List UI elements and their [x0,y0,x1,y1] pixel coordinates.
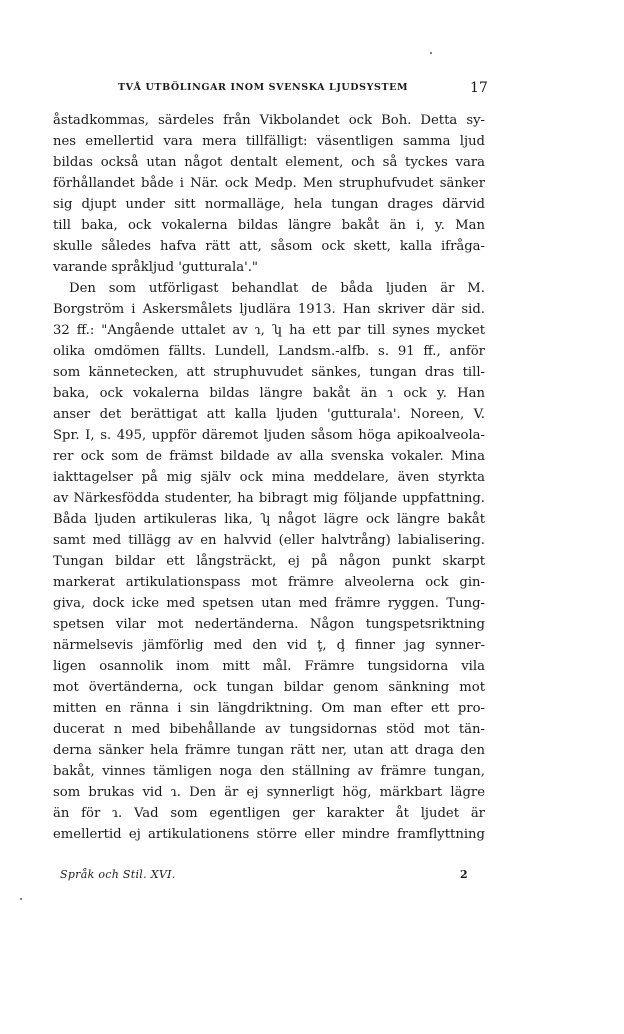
text-line: åstadkommas, särdeles från Vikbolandet ock Boh. Detta sy- [53,113,485,128]
text-line: baka, ock vokalerna bildas längre bakåt än ɿ ock y. Han [53,386,485,401]
text-line: rer ock som de främst bildade av alla svenska vokaler. Mina [53,449,485,464]
text-line: bakåt, vinnes tämligen noga den ställning av främre tungan, [53,764,485,779]
journal-signature: Språk och Stil. XVI. [60,868,176,881]
text-line: 32 ff.: "Angående uttalet av ɿ, ʮ ha ett par till synes mycket [53,323,485,338]
text-line: emellertid ej artikulationens större eller mindre framflyttning [53,827,485,842]
text-line: markerat artikulationspass mot främre alveolerna ock gin- [53,575,485,590]
text-line: nes emellertid vara mera tillfälligt: väsentligen samma ljud [53,134,485,149]
text-line: mot övertänderna, ock tungan bildar genom sänkning mot [53,680,485,695]
text-line: Spr. I, s. 495, uppför däremot ljuden såsom höga apikoalveola- [53,428,485,443]
text-line: mitten en ränna i sin längdriktning. Om man efter ett pro- [53,701,485,716]
text-line: närmelsevis jämförlig med den vid ţ, ḑ finner jag synner- [53,638,485,653]
running-title: TVÅ UTBÖLINGAR INOM SVENSKA LJUDSYSTEM [118,82,409,93]
text-line: av Närkesfödda studenter, ha bibragt mig följande uppfattning. [53,491,485,506]
text-line: anser det berättigat att kalla ljuden 'gutturala'. Noreen, V. [53,407,485,422]
text-line: ligen osannolik inom mitt mål. Främre tungsidorna vila [53,659,485,674]
text-line: olika omdömen fällts. Lundell, Landsm.-alfb. s. 91 ff., anför [53,344,485,359]
text-line: varande språkljud 'gutturala'." [53,260,258,275]
text-line: förhållandet både i När. ock Medp. Men struphufvudet sänker [53,176,485,191]
body-text [53,110,485,845]
sheet-signature-number: 2 [460,868,468,881]
text-line: derna sänker hela främre tungan rätt ner, utan att draga den [53,743,485,758]
print-speck [20,898,22,900]
text-line: Båda ljuden artikuleras lika, ʮ något lägre ock längre bakåt [53,512,485,527]
text-line: som kännetecken, att struphuvudet sänkes, tungan dras till- [53,365,485,380]
text-line: än för ɿ. Vad som egentligen ger karakter åt ljudet är [53,806,485,821]
text-line: sig djupt under sitt normalläge, hela tungan drages därvid [53,197,485,212]
text-line: Borgström i Askersmålets ljudlära 1913. Han skriver där sid. [53,302,485,317]
text-line: Tungan bildar ett långsträckt, ej på någon punkt skarpt [53,554,485,569]
text-line: samt med tillägg av en halvvid (eller halvtrång) labialisering. [53,533,485,548]
text-line: spetsen vilar mot nedertänderna. Någon tungspetsriktning [53,617,485,632]
text-line: iakttagelser på mig själv ock mina meddelare, även styrkta [53,470,485,485]
print-speck [430,52,432,54]
text-line: till baka, ock vokalerna bildas längre bakåt än i, y. Man [53,218,485,233]
text-line: giva, dock icke med spetsen utan med främre ryggen. Tung- [53,596,485,611]
text-line: som brukas vid ɿ. Den är ej synnerligt hög, märkbart lägre [53,785,485,800]
text-line: bildas också utan något dentalt element, och så tyckes vara [53,155,485,170]
text-line: ducerat n med bibehållande av tungsidornas stöd mot tän- [53,722,485,737]
text-line: skulle således hafva rätt att, såsom ock skett, kalla ifråga- [53,239,485,254]
page-number: 17 [470,80,488,96]
paragraph-start-line: Den som utförligast behandlat de båda ljuden är M. [69,281,485,296]
